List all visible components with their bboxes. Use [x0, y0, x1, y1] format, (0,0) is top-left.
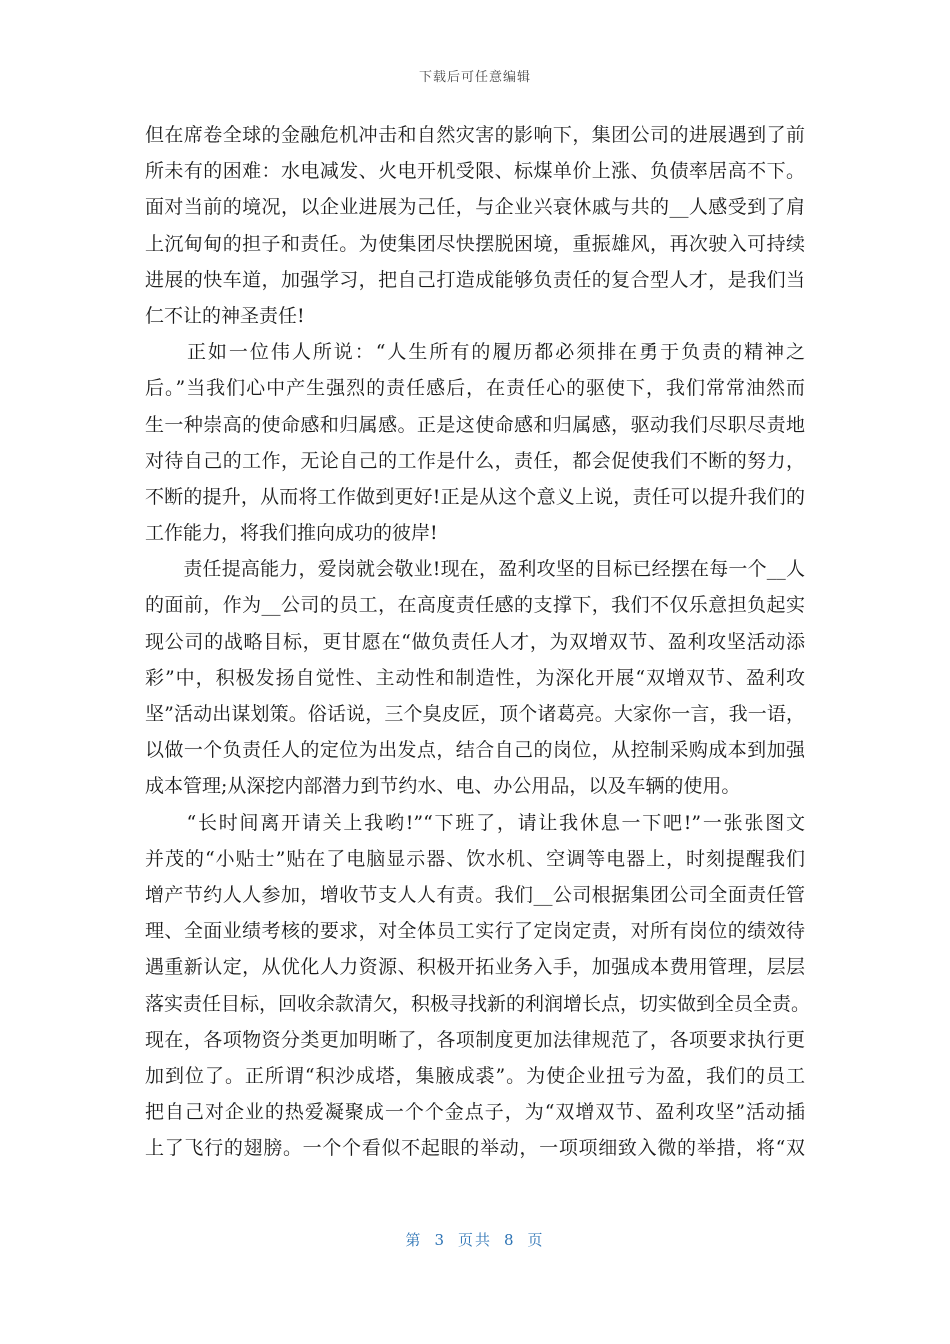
text-line: 落实责任目标，回收余款清欠，积极寻找新的利润增长点，切实做到全员全责。 — [145, 992, 811, 1015]
page-label-prefix: 第 — [405, 1231, 423, 1249]
text-line: 以做一个负责任人的定位为出发点，结合自己的岗位，从控制采购成本到加强 — [145, 739, 805, 762]
text-line: 责任提高能力，爱岗就会敬业!现在，盈利攻坚的目标已经摆在每一个__人 — [145, 558, 805, 581]
text-line: 的面前，作为__公司的员工，在高度责任感的支撑下，我们不仅乐意担负起实 — [145, 594, 805, 617]
current-page-number: 3 — [434, 1231, 446, 1249]
text-line: 不断的提升，从而将工作做到更好!正是从这个意义上说，责任可以提升我们的 — [145, 485, 805, 508]
text-line: 坚”活动出谋划策。俗话说，三个臭皮匠，顶个诸葛亮。大家你一言，我一语， — [145, 703, 805, 725]
text-line: 现公司的战略目标，更甘愿在“做负责任人才，为双增双节、盈利攻坚活动添 — [145, 630, 805, 653]
page-label-middle: 页共 — [457, 1231, 492, 1249]
text-line: 现在，各项物资分类更加明晰了，各项制度更加法律规范了，各项要求执行更 — [145, 1028, 805, 1051]
page-footer — [0, 1229, 950, 1250]
text-line: 把自己对企业的热爱凝聚成一个个金点子，为“双增双节、盈利攻坚”活动插 — [145, 1101, 805, 1124]
text-line: 所未有的困难：水电减发、火电开机受限、标煤单价上涨、负债率居高不下。 — [145, 160, 805, 183]
page-header: 下载后可任意编辑 — [418, 70, 531, 85]
text-line: 仁不让的神圣责任! — [145, 304, 305, 327]
text-line: “长时间离开请关上我哟!”“下班了，请让我休息一下吧!”一张张图文 — [145, 811, 805, 834]
text-line: 工作能力，将我们推向成功的彼岸! — [145, 522, 438, 545]
text-line: 正如一位伟人所说：“人生所有的履历都必须排在勇于负责的精神之 — [145, 341, 805, 364]
text-line: 遇重新认定，从优化人力资源、积极开拓业务入手，加强成本费用管理，层层 — [145, 956, 805, 979]
text-line: 面对当前的境况，以企业进展为己任，与企业兴衰休戚与共的__人感受到了肩 — [145, 196, 805, 219]
text-line: 彩”中，积极发扬自觉性、主动性和制造性，为深化开展“双增双节、盈利攻 — [145, 666, 805, 689]
text-line: 增产节约人人参加，增收节支人人有责。我们__公司根据集团公司全面责任管 — [145, 883, 805, 906]
text-line: 生一种崇高的使命感和归属感。正是这使命感和归属感，驱动我们尽职尽责地 — [145, 413, 805, 436]
text-line: 理、全面业绩考核的要求，对全体员工实行了定岗定责，对所有岗位的绩效待 — [145, 920, 805, 943]
text-line: 成本管理;从深挖内部潜力到节约水、电、办公用品，以及车辆的使用。 — [145, 775, 741, 798]
total-pages-number: 8 — [504, 1231, 516, 1249]
text-line: 后。”当我们心中产生强烈的责任感后，在责任心的驱使下，我们常常油然而 — [145, 377, 805, 400]
text-line: 但在席卷全球的金融危机冲击和自然灾害的影响下，集团公司的进展遇到了前 — [145, 124, 805, 146]
text-line: 对待自己的工作，无论自己的工作是什么，责任，都会促使我们不断的努力， — [145, 449, 805, 472]
page-label-suffix: 页 — [527, 1231, 545, 1249]
text-line: 上沉甸甸的担子和责任。为使集团尽快摆脱困境，重振雄风，再次驶入可持续 — [145, 232, 805, 255]
text-line: 进展的快车道，加强学习，把自己打造成能够负责任的复合型人才，是我们当 — [145, 268, 805, 291]
text-line: 并茂的“小贴士”贴在了电脑显示器、饮水机、空调等电器上，时刻提醒我们 — [145, 847, 805, 870]
document-body — [145, 117, 811, 1166]
text-line: 上了飞行的翅膀。一个个看似不起眼的举动，一项项细致入微的举措，将“双 — [145, 1137, 805, 1160]
text-line: 加到位了。正所谓“积沙成塔，集腋成裘”。为使企业扭亏为盈，我们的员工 — [145, 1064, 805, 1087]
